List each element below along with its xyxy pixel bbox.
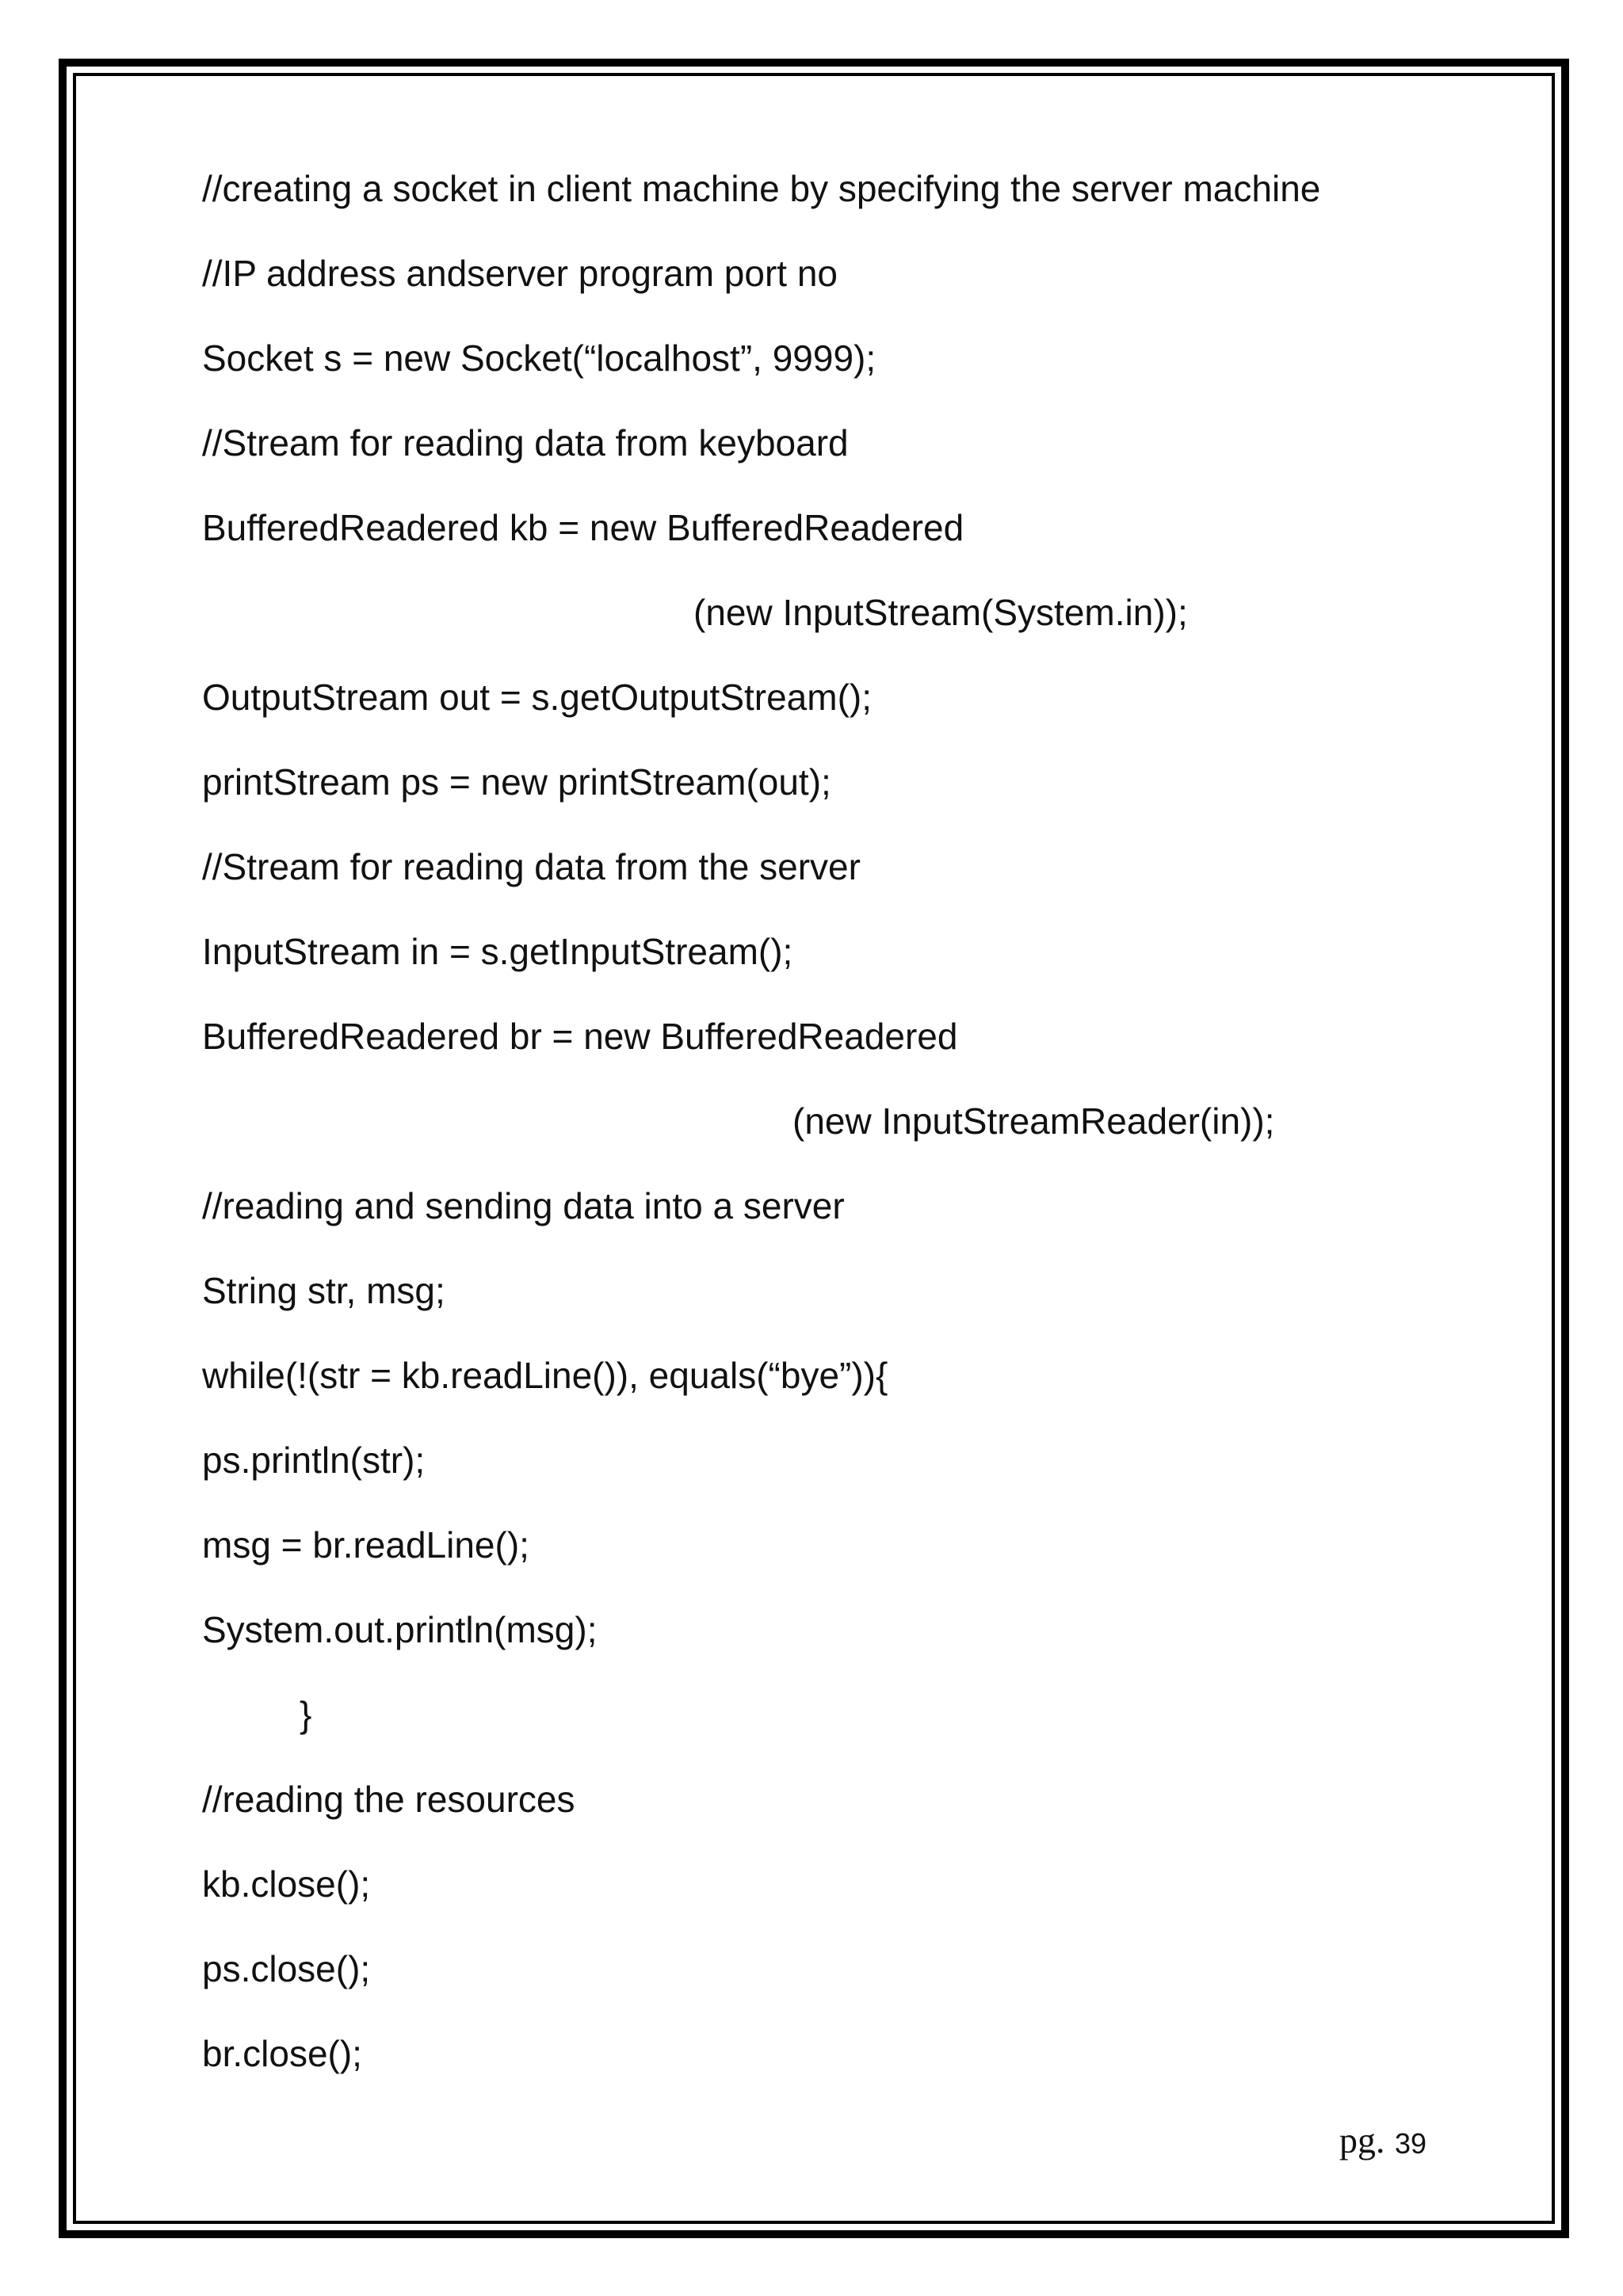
code-line: //reading the resources [202, 1779, 575, 1820]
code-line: BufferedReadered kb = new BufferedReadered [202, 507, 964, 548]
code-line: //IP address andserver program port no [202, 253, 838, 294]
code-line: Socket s = new Socket(“localhost”, 9999); [202, 338, 876, 379]
page-label: pg. [1339, 2120, 1385, 2161]
code-line: (new InputStreamReader(in)); [792, 1100, 1275, 1142]
code-line: br.close(); [202, 2033, 362, 2074]
code-line: String str, msg; [202, 1270, 445, 1311]
code-line: OutputStream out = s.getOutputStream(); [202, 677, 873, 718]
code-line: (new InputStream(System.in)); [693, 592, 1188, 633]
code-line: InputStream in = s.getInputStream(); [202, 931, 793, 972]
code-line: //creating a socket in client machine by specifying the server machine [202, 168, 1321, 209]
code-line: } [300, 1694, 312, 1735]
code-line: ps.close(); [202, 1948, 371, 1989]
code-line: kb.close(); [202, 1863, 371, 1905]
code-line: ps.println(str); [202, 1440, 426, 1481]
code-line: //Stream for reading data from the server [202, 846, 861, 887]
code-line: while(!(str = kb.readLine()), equals(“bye”)){ [202, 1355, 888, 1396]
code-line: //Stream for reading data from keyboard [202, 422, 849, 463]
code-line: System.out.println(msg); [202, 1609, 598, 1650]
code-line: BufferedReadered br = new BufferedReadered [202, 1016, 958, 1057]
code-line: msg = br.readLine(); [202, 1524, 529, 1566]
page-number: 39 [1395, 2127, 1427, 2160]
code-line: printStream ps = new printStream(out); [202, 761, 831, 803]
code-line: //reading and sending data into a server [202, 1185, 845, 1226]
